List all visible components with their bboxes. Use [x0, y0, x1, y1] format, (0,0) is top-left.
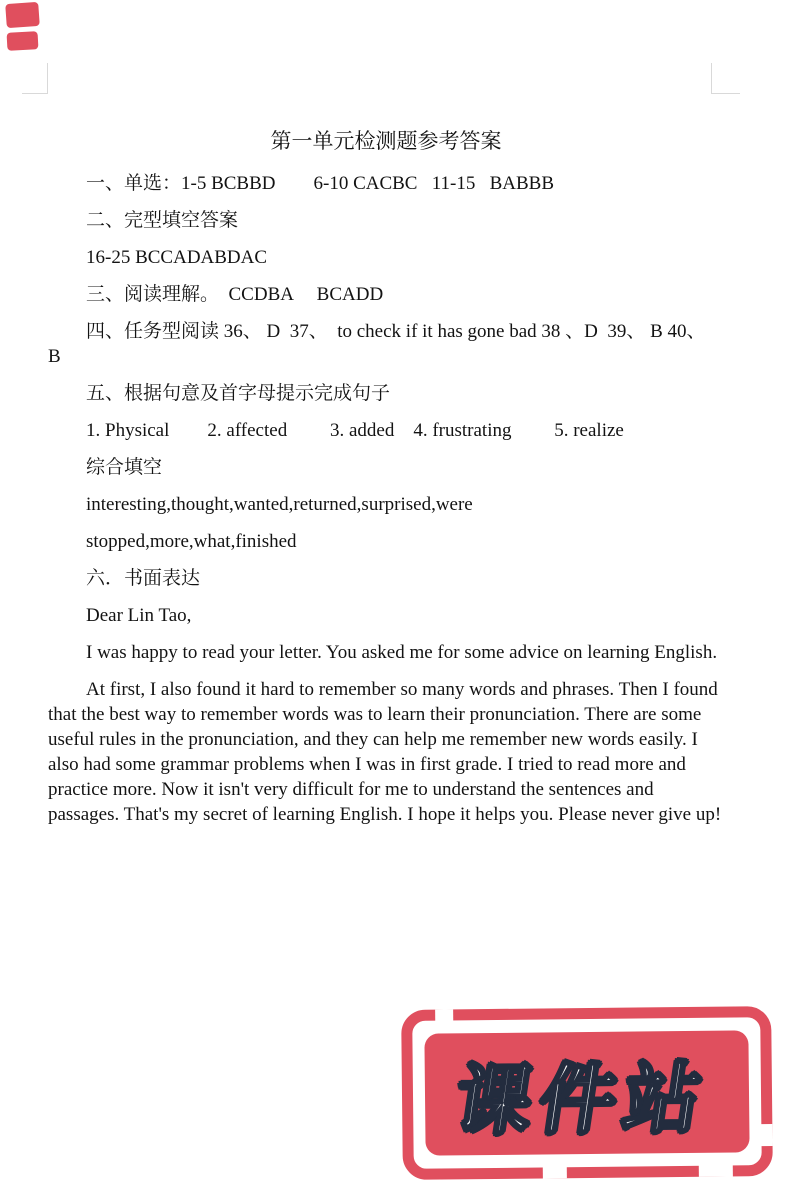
margin-crop-mark-right	[711, 63, 740, 94]
document-line: 1. Physical 2. affected 3. added 4. frustrating 5. realize	[86, 420, 624, 441]
document-line: 五、根据句意及首字母提示完成句子	[86, 383, 391, 404]
document-title: 第一单元检测题参考答案	[270, 129, 502, 153]
document-body	[48, 171, 724, 827]
document-line: stopped,more,what,finished	[86, 531, 297, 552]
stamp-fragment-top-left-1	[5, 2, 40, 28]
stamp-fragment-top-left-2	[7, 31, 39, 51]
document-line: interesting,thought,wanted,returned,surprised,were	[86, 494, 473, 515]
document-line: 16-25 BCCADABDAC	[86, 247, 268, 268]
document-line: 综合填空	[86, 457, 163, 478]
document-line: Dear Lin Tao,	[86, 605, 192, 626]
document-line: B	[48, 346, 61, 367]
stamp-text: 课件站	[449, 1056, 715, 1144]
stamp-frame-gap	[699, 1164, 733, 1176]
document-line: 六．书面表达	[86, 568, 201, 589]
document-line: 二、完型填空答案	[86, 210, 239, 231]
stamp-frame-gap	[435, 1009, 453, 1021]
document-line: 三、阅读理解。 CCDBA BCADD	[86, 284, 384, 305]
stamp-frame-gap	[760, 1124, 772, 1146]
document-line: 四、任务型阅读 36、 D 37、 to check if it has gone bad 38 、D 39、 B 40、	[86, 321, 706, 342]
stamp-inner-block	[424, 1030, 749, 1155]
document-line: 一、单选：1-5 BCBBD 6-10 CACBC 11-15 BABBB	[86, 173, 555, 194]
document-content	[48, 128, 724, 839]
kejianzhan-stamp	[401, 1006, 773, 1180]
document-line: I was happy to read your letter. You asked me for some advice on learning English.	[86, 642, 718, 663]
stamp-frame-gap	[543, 1166, 567, 1178]
document-line: At first, I also found it hard to remember so many words and phrases. Then I found that the best way to remember words was to learn their pronunciation. There are some useful rules in the pronunciation, and they can help me remember new words easily. I also had some grammar problems when I was in first grade. I tried to read more and practice more. Now it isn't very difficult for me to understand the sentences and passages. That's my secret of learning English. I hope it helps you. Please never give up!	[48, 679, 723, 825]
margin-crop-mark-left	[22, 63, 48, 94]
